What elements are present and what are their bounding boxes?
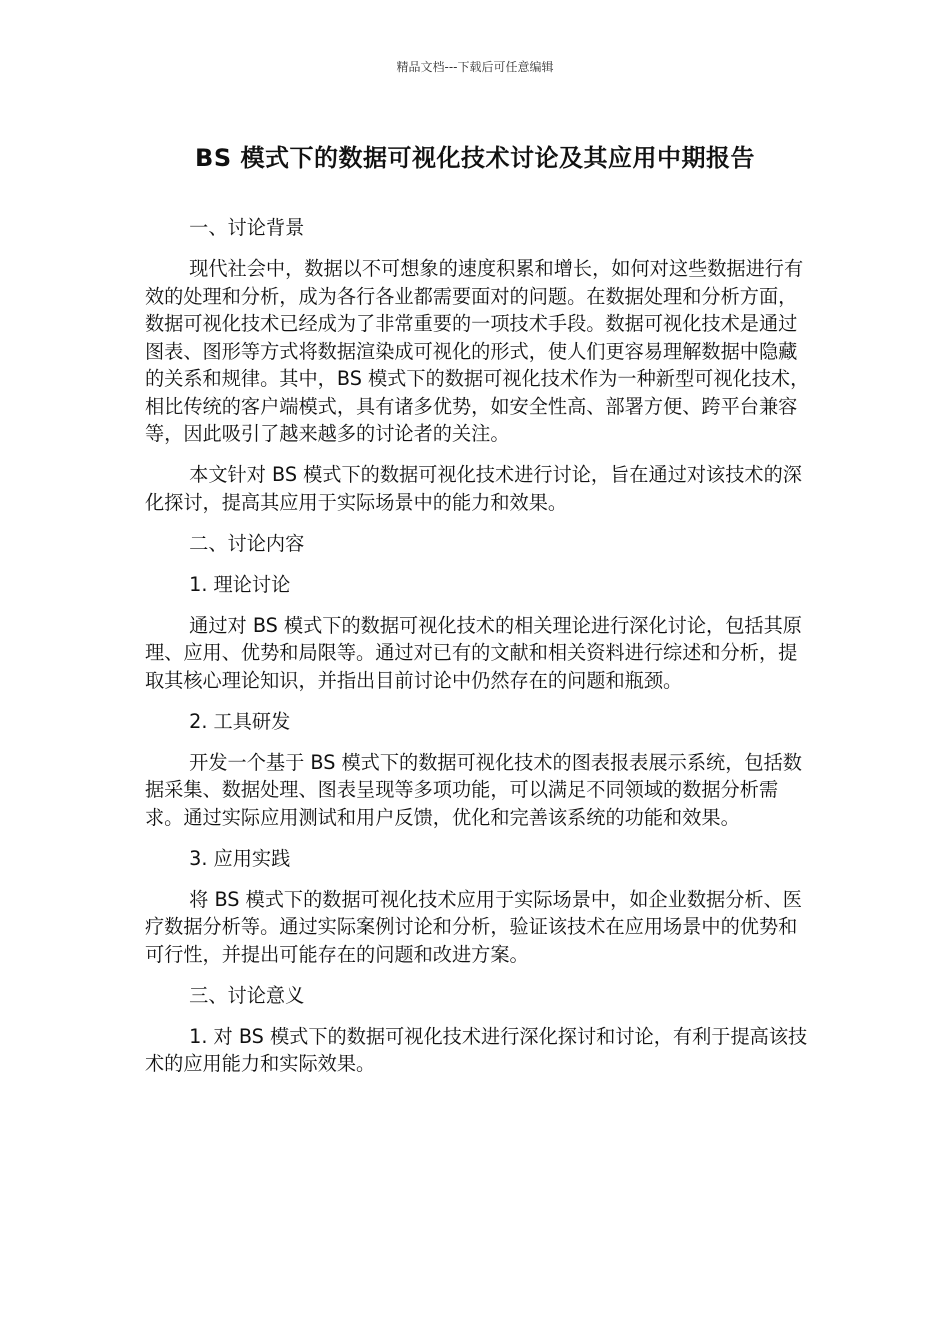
subheading-tools: 2. 工具研发 <box>189 709 291 733</box>
paragraph-background-2: 本文针对 BS 模式下的数据可视化技术进行讨论，旨在通过对该技术的深化探讨，提高其应用于实际场景中的能力和效果。 <box>145 463 802 514</box>
paragraph-background-1: 现代社会中，数据以不可想象的速度积累和增长，如何对这些数据进行有效的处理和分析，成为各行各业都需要面对的问题。在数据处理和分析方面，数据可视化技术已经成为了非常重要的一项技术手段。数据可视化技术是通过图表、图形等方式将数据渲染成可视化的形式，使人们更容易理解数据中隐藏的关系和规律。其中，BS 模式下的数据可视化技术作为一种新型可视化技术，相比传统的客户端模式，具有诸多优势，如安全性高、部署方便、跨平台兼容等，因此吸引了越来越多的讨论者的关注。 <box>145 257 810 445</box>
subheading-theory: 1. 理论讨论 <box>189 572 291 596</box>
document-body <box>145 214 813 1091</box>
section-heading-background: 一、讨论背景 <box>189 216 305 239</box>
section-heading-significance: 三、讨论意义 <box>189 983 305 1007</box>
paragraph-tools: 开发一个基于 BS 模式下的数据可视化技术的图表报表展示系统，包括数据采集、数据处理、图表呈现等多项功能，可以满足不同领域的数据分析需求。通过实际应用测试和用户反馈，优化和完善该系统的功能和效果。 <box>145 750 802 829</box>
paragraph-practice: 将 BS 模式下的数据可视化技术应用于实际场景中，如企业数据分析、医疗数据分析等。通过实际案例讨论和分析，验证该技术在应用场景中的优势和可行性，并提出可能存在的问题和改进方案。 <box>145 887 802 966</box>
paragraph-theory: 通过对 BS 模式下的数据可视化技术的相关理论进行深化讨论，包括其原理、应用、优势和局限等。通过对已有的文献和相关资料进行综述和分析，提取其核心理论知识，并指出目前讨论中仍然存在的问题和瓶颈。 <box>145 613 802 692</box>
subheading-practice: 3. 应用实践 <box>189 846 291 870</box>
page-header-note: 精品文档---下载后可任意编辑 <box>396 60 554 74</box>
paragraph-significance-1: 1. 对 BS 模式下的数据可视化技术进行深化探讨和讨论，有利于提高该技术的应用能力和实际效果。 <box>145 1024 808 1075</box>
section-heading-content: 二、讨论内容 <box>189 531 305 555</box>
document-title: BS 模式下的数据可视化技术讨论及其应用中期报告 <box>195 144 755 172</box>
